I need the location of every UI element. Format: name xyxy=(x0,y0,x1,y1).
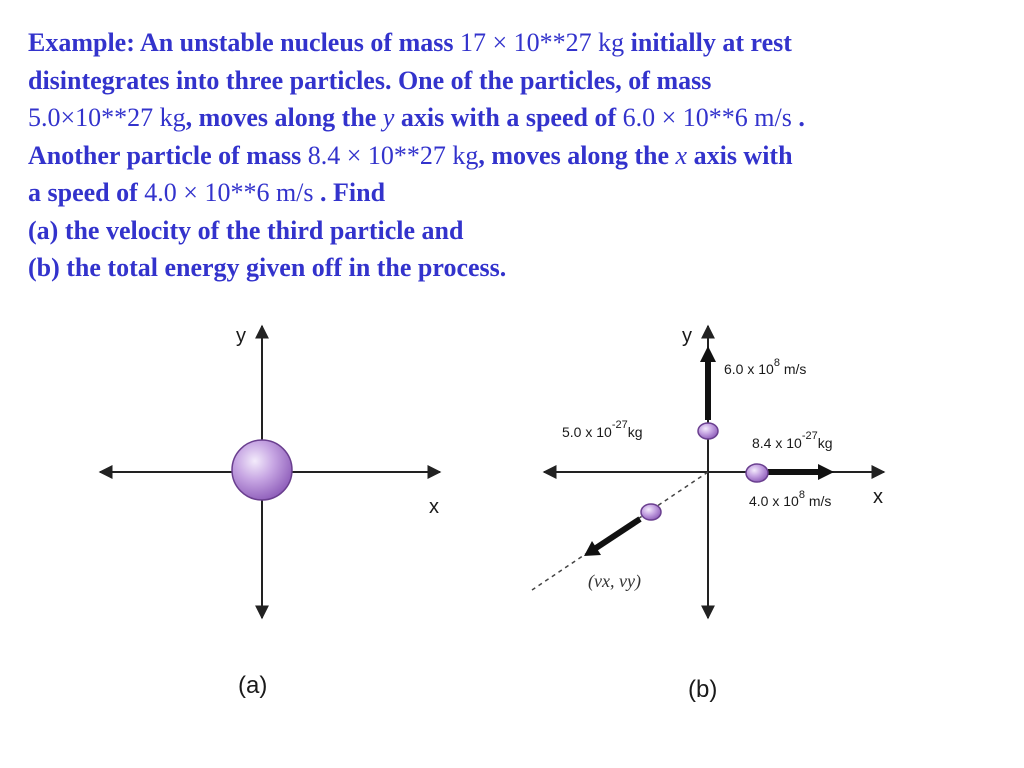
problem-text: Another particle of mass xyxy=(28,140,308,170)
right-mass-base: 8.4 x 10 xyxy=(752,435,802,451)
top-mass-label xyxy=(562,419,643,440)
particle2-mass-value: 8.4 × 10**27 kg xyxy=(307,140,479,170)
x-axis-label-a: x xyxy=(429,496,439,518)
right-mass-unit: kg xyxy=(817,435,833,451)
particle-top xyxy=(698,423,718,439)
right-speed-unit: m/s xyxy=(804,493,832,509)
question-a: (a) the velocity of the third particle and xyxy=(28,215,464,245)
particle1-mass-value: 5.0×10**27 kg xyxy=(28,103,186,132)
top-mass-base: 5.0 x 10 xyxy=(562,424,612,440)
problem-text: . Find xyxy=(313,178,386,207)
right-speed-base: 4.0 x 10 xyxy=(749,493,799,509)
particle-right xyxy=(746,464,768,482)
figure-a xyxy=(100,325,440,699)
problem-text: a speed of xyxy=(28,178,145,207)
figure-a-caption: (a) xyxy=(238,672,268,699)
problem-text: . xyxy=(791,103,805,132)
right-mass-exponent: -27 xyxy=(801,430,818,442)
arrowhead-right xyxy=(818,464,834,480)
problem-text: axis with xyxy=(687,140,793,170)
top-mass-unit: kg xyxy=(627,424,643,440)
y-axis-label-b: y xyxy=(682,325,692,347)
problem-text: , moves along the xyxy=(478,140,676,170)
problem-text: Example: An unstable nucleus of mass xyxy=(28,28,460,57)
particle1-speed-value: 6.0 × 10**6 m/s xyxy=(622,103,792,132)
right-mass-label xyxy=(752,430,833,451)
axis-symbol-y: y xyxy=(382,103,395,132)
top-speed-exponent: 8 xyxy=(773,357,780,369)
particle-third xyxy=(641,504,661,520)
top-speed-label xyxy=(724,357,806,377)
third-velocity-label: (vx, vy) xyxy=(588,571,641,591)
problem-line-2: disintegrates into three particles. One of the particles, of mass xyxy=(28,65,712,95)
axis-symbol-x: x xyxy=(675,140,688,170)
nucleus-particle xyxy=(232,440,292,500)
particle2-speed-value: 4.0 × 10**6 m/s xyxy=(144,178,314,207)
question-b: (b) the total energy given off in the process. xyxy=(28,253,507,282)
top-speed-base: 6.0 x 10 xyxy=(724,361,774,377)
right-speed-exponent: 8 xyxy=(798,489,805,501)
arrowhead-up xyxy=(700,346,716,362)
figure-b xyxy=(532,325,884,703)
problem-text: axis with a speed of xyxy=(394,103,623,132)
top-speed-unit: m/s xyxy=(779,361,807,377)
velocity-arrow-third xyxy=(596,519,640,548)
problem-text: , moves along the xyxy=(185,103,383,132)
top-mass-exponent: -27 xyxy=(611,419,628,431)
figure-b-caption: (b) xyxy=(688,676,718,703)
x-axis-label-b: x xyxy=(873,486,883,508)
nucleus-mass-value: 17 × 10**27 kg xyxy=(459,28,625,57)
y-axis-label-a: y xyxy=(236,325,246,347)
problem-text: initially at rest xyxy=(624,28,792,57)
right-speed-label xyxy=(749,489,831,509)
